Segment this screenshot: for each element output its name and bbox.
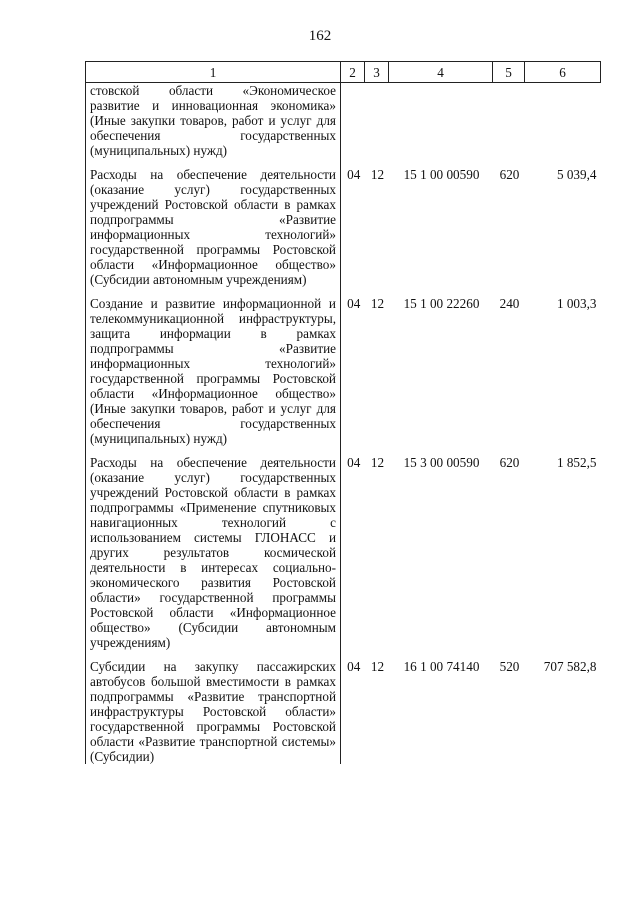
row-section: 04 [347,455,361,470]
row-section: 04 [347,167,361,182]
row-target-article: 16 1 00 74140 [403,659,480,674]
row-expense-type: 240 [499,296,520,311]
row-subsection: 12 [370,659,385,674]
table-row [86,296,601,455]
row-subsection: 12 [370,455,385,470]
header-cell-2: 2 [341,62,365,83]
header-cell-5: 5 [493,62,525,83]
row-description: Расходы на обеспечение деятельности (оказание услуг) государственных учреждений Ростовской области в рамках подпрограммы «Применение спутниковых навигационных технологий с использованием системы ГЛОНАСС и других результатов космической деятельности в интересах социально-экономического развития Ростовской области» государственной программы Ростовской области «Информационное общество» (Субсидии автономным учреждениям) [86,455,341,659]
table-row [86,659,601,764]
row-description: Создание и развитие информационной и телекоммуникационной инфраструктуры, защита информации в рамках подпрограммы «Развитие информационных технологий» государственной программы Ростовской области «Информационное общество» (Иные закупки товаров, работ и услуг для обеспечения государственных (муниципальных) нужд) [86,296,341,455]
row-expense-type: 520 [499,659,520,674]
row-target-article: 15 1 00 00590 [403,167,480,182]
page-number: 162 [308,28,332,44]
row-description: Расходы на обеспечение деятельности (оказание услуг) государственных учреждений Ростовской области в рамках подпрограммы «Развитие информационных технологий» государственной программы Ростовской области «Информационное общество» (Субсидии автономным учреждениям) [86,167,341,296]
budget-table [85,61,601,764]
row-target-article: 15 1 00 22260 [403,296,480,311]
row-description: стовской области «Экономическое развитие и инновационная экономика» (Иные закупки товаров, работ и услуг для обеспечения государственных (муниципальных) нужд) [86,83,341,168]
row-expense-type: 620 [499,455,520,470]
row-section [341,83,365,168]
table-header [86,62,601,83]
header-cell-1: 1 [86,62,341,83]
row-target-article: 15 3 00 00590 [403,455,480,470]
table-row [86,167,601,296]
row-amount: 5 039,4 [556,167,597,182]
row-expense-type: 620 [499,167,520,182]
row-amount: 1 003,3 [556,296,597,311]
row-amount: 707 582,8 [543,659,597,674]
row-expense-type [493,83,525,168]
table-row [86,455,601,659]
table-row [86,83,601,168]
row-amount [525,83,601,168]
row-target-article [389,83,493,168]
header-cell-3: 3 [365,62,389,83]
row-section: 04 [347,296,361,311]
header-cell-4: 4 [389,62,493,83]
row-subsection [365,83,389,168]
row-subsection: 12 [370,296,385,311]
row-description: Субсидии на закупку пассажирских автобусов большой вместимости в рамках подпрограммы «Развитие транспортной инфраструктуры Ростовской области» государственной программы Ростовской области «Развитие транспортной системы» (Субсидии) [86,659,341,764]
row-section: 04 [347,659,361,674]
row-amount: 1 852,5 [556,455,597,470]
row-subsection: 12 [370,167,385,182]
header-cell-6: 6 [525,62,601,83]
